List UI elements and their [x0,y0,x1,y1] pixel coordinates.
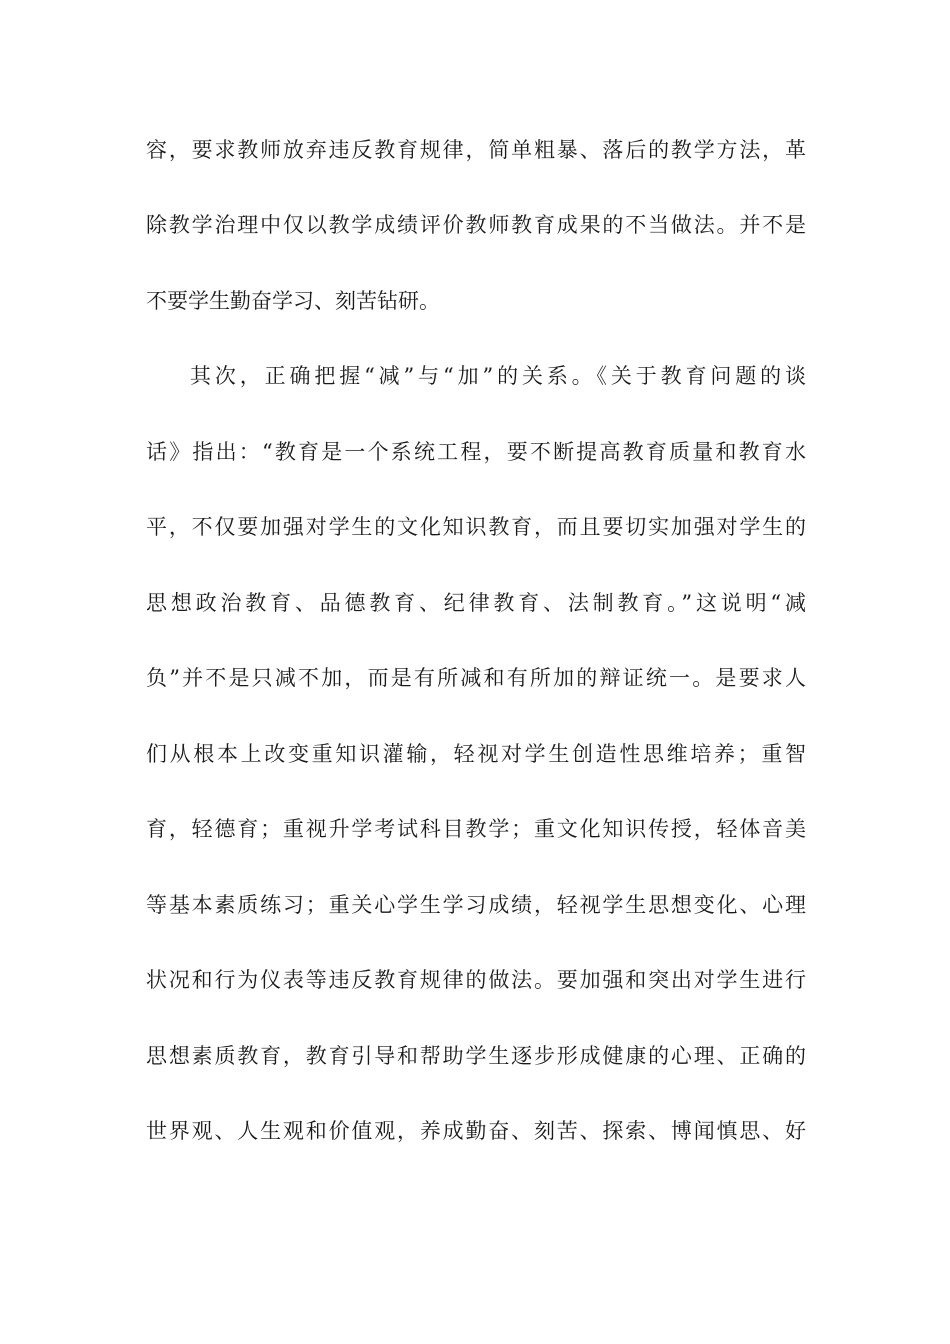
text-line-7: 思想政治教育、品德教育、纪律教育、法制教育。”这说明“减 [146,591,806,615]
text-line-4: 其次，正确把握“减”与“加”的关系。《关于教育问题的谈 [190,364,806,388]
text-line-5: 话》指出：“教育是一个系统工程，要不断提高教育质量和教育水 [146,440,806,464]
text-line-2: 除教学治理中仅以教学成绩评价教师教育成果的不当做法。并不是 [146,213,806,237]
text-line-8: 负”并不是只减不加，而是有所减和有所加的辩证统一。是要求人 [146,666,806,690]
text-line-3: 不要学生勤奋学习、刻苦钻研。 [146,289,440,313]
text-line-12: 状况和行为仪表等违反教育规律的做法。要加强和突出对学生进行 [146,968,806,992]
text-line-9: 们从根本上改变重知识灌输，轻视对学生创造性思维培养；重智 [146,742,806,766]
text-line-13: 思想素质教育，教育引导和帮助学生逐步形成健康的心理、正确的 [146,1044,806,1068]
text-line-1: 容，要求教师放弃违反教育规律，简单粗暴、落后的教学方法，革 [146,138,806,162]
text-line-14: 世界观、人生观和价值观，养成勤奋、刻苦、探索、博闻慎思、好 [146,1119,806,1143]
text-line-11: 等基本素质练习；重关心学生学习成绩，轻视学生思想变化、心理 [146,893,806,917]
text-line-10: 育，轻德育；重视升学考试科目教学；重文化知识传授，轻体音美 [146,817,806,841]
text-line-6: 平，不仅要加强对学生的文化知识教育，而且要切实加强对学生的 [146,515,806,539]
